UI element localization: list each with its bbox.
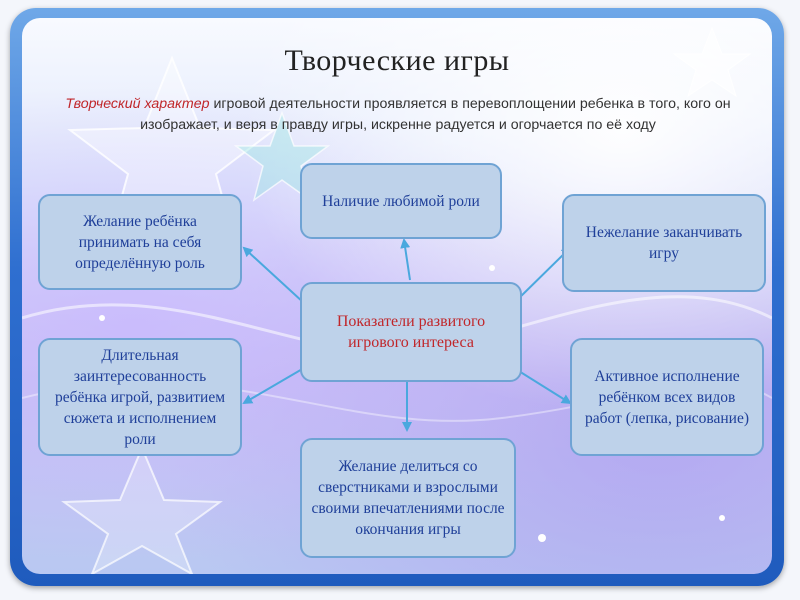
node-desire-take-role: Желание ребёнка принимать на себя определённую роль — [38, 194, 242, 290]
node-active-performance: Активное исполнение ребёнком всех видов работ (лепка, рисование) — [570, 338, 764, 456]
node-long-interest: Длительная заинтересованность ребёнка игрой, развитием сюжета и исполнением роли — [38, 338, 242, 456]
arrow-to-left-top — [244, 248, 304, 303]
arrow-to-left-bottom — [244, 368, 304, 403]
slide-title: Творческие игры — [284, 44, 510, 77]
node-favorite-role: Наличие любимой роли — [300, 163, 502, 239]
arrow-to-top — [404, 240, 410, 280]
center-node-indicators: Показатели развитого игрового интереса — [300, 282, 522, 382]
node-reluctance-finish: Нежелание заканчивать игру — [562, 194, 766, 292]
subtitle-text: игровой деятельности проявляется в перевоплощении ребенка в того, кого он изображает, и веря в правду игры, искренне радуется и огорчается по её ходу — [140, 96, 731, 133]
slide-background — [22, 18, 772, 574]
subtitle-emphasis: Творческий характер — [65, 96, 210, 112]
arrow-to-right-bottom — [514, 368, 570, 403]
node-share-impressions: Желание делиться со сверстниками и взрослыми своими впечатлениями после окончания игры — [300, 438, 516, 558]
